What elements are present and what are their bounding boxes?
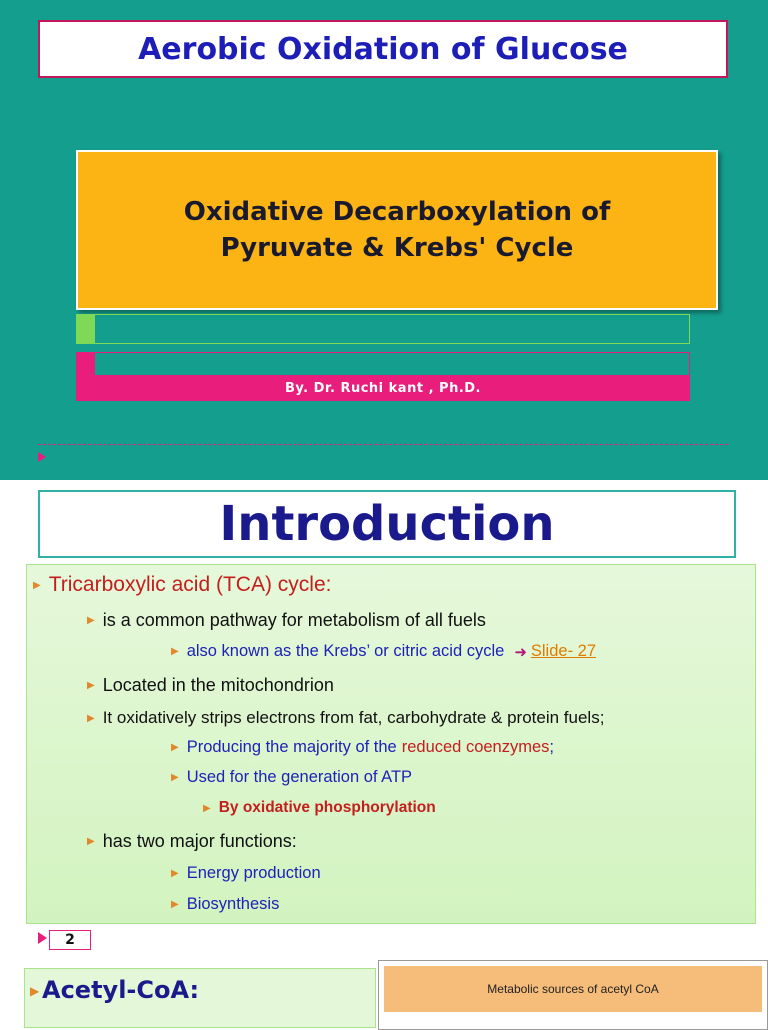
green-decor-bar [76,314,690,344]
bullet-arrow-icon: ▶ [30,984,40,998]
bullet-arrow-icon: ▶ [87,615,95,626]
subtitle-line-1: Oxidative Decarboxylation of [183,197,611,227]
dotted-divider [38,444,728,445]
subtitle-line-2: Pyruvate & Krebs' Cycle [220,233,574,263]
bullet-tca-text: Tricarboxylic acid (TCA) cycle: [48,573,332,596]
bullet-strips: ▶ It oxidatively strips electrons from fat, carbohydrate & protein fuels; [87,708,605,727]
bullet-atp: ▶ Used for the generation of ATP [171,768,413,786]
bullet-functions: ▶ has two major functions: [87,831,297,851]
triangle-bullet-icon [38,932,47,944]
slide-title-box [38,20,728,78]
bullet-arrow-icon: ▶ [171,772,179,783]
bullet-arrow-icon: ▶ [87,836,95,847]
bullet-aka: ▶ also known as the Krebs’ or citric acid cycle ➜ Slide- 27 [171,642,597,661]
title-slide [0,0,768,480]
bullet-arrow-icon: ▶ [171,742,179,753]
author-bar [76,375,690,401]
page-number: 2 [49,930,91,950]
bullet-arrow-icon: ▶ [171,646,179,657]
intro-title-box [38,490,736,558]
bullet-arrow-icon: ▶ [33,579,41,591]
slide-link[interactable]: Slide- 27 [530,642,597,660]
pink-decor-accent [76,352,95,376]
slide-title: Aerobic Oxidation of Glucose [138,31,628,67]
acetyl-heading: Acetyl-CoA: [42,976,200,1004]
bullet-arrow-icon: ▶ [171,868,179,879]
subtitle-box [76,150,718,310]
bullet-producing: ▶ Producing the majority of the reduced coenzymes ; [171,738,554,756]
bullet-arrow-icon: ▶ [87,712,95,724]
right-arrow-icon: ➜ [514,643,527,661]
author-text: By. Dr. Ruchi kant , Ph.D. [284,380,481,396]
triangle-bullet-icon [38,452,46,462]
bullet-energy: ▶ Energy production [171,864,321,882]
metabolic-figure-title: Metabolic sources of acetyl CoA [487,982,659,996]
content-box [26,564,756,924]
intro-heading: Introduction [219,496,555,552]
bullet-arrow-icon: ▶ [171,899,179,910]
bullet-arrow-icon: ▶ [203,802,211,814]
metabolic-figure-header [384,966,762,1012]
bullet-arrow-icon: ▶ [87,680,95,691]
bullet-located: ▶ Located in the mitochondrion [87,675,334,695]
green-decor-accent [76,314,95,344]
bullet-common-pathway: ▶ is a common pathway for metabolism of all fuels [87,610,486,630]
bullet-tca [33,573,331,597]
bullet-biosynthesis: ▶ Biosynthesis [171,895,280,913]
bullet-oxphos: ▶ By oxidative phosphorylation [203,799,436,816]
